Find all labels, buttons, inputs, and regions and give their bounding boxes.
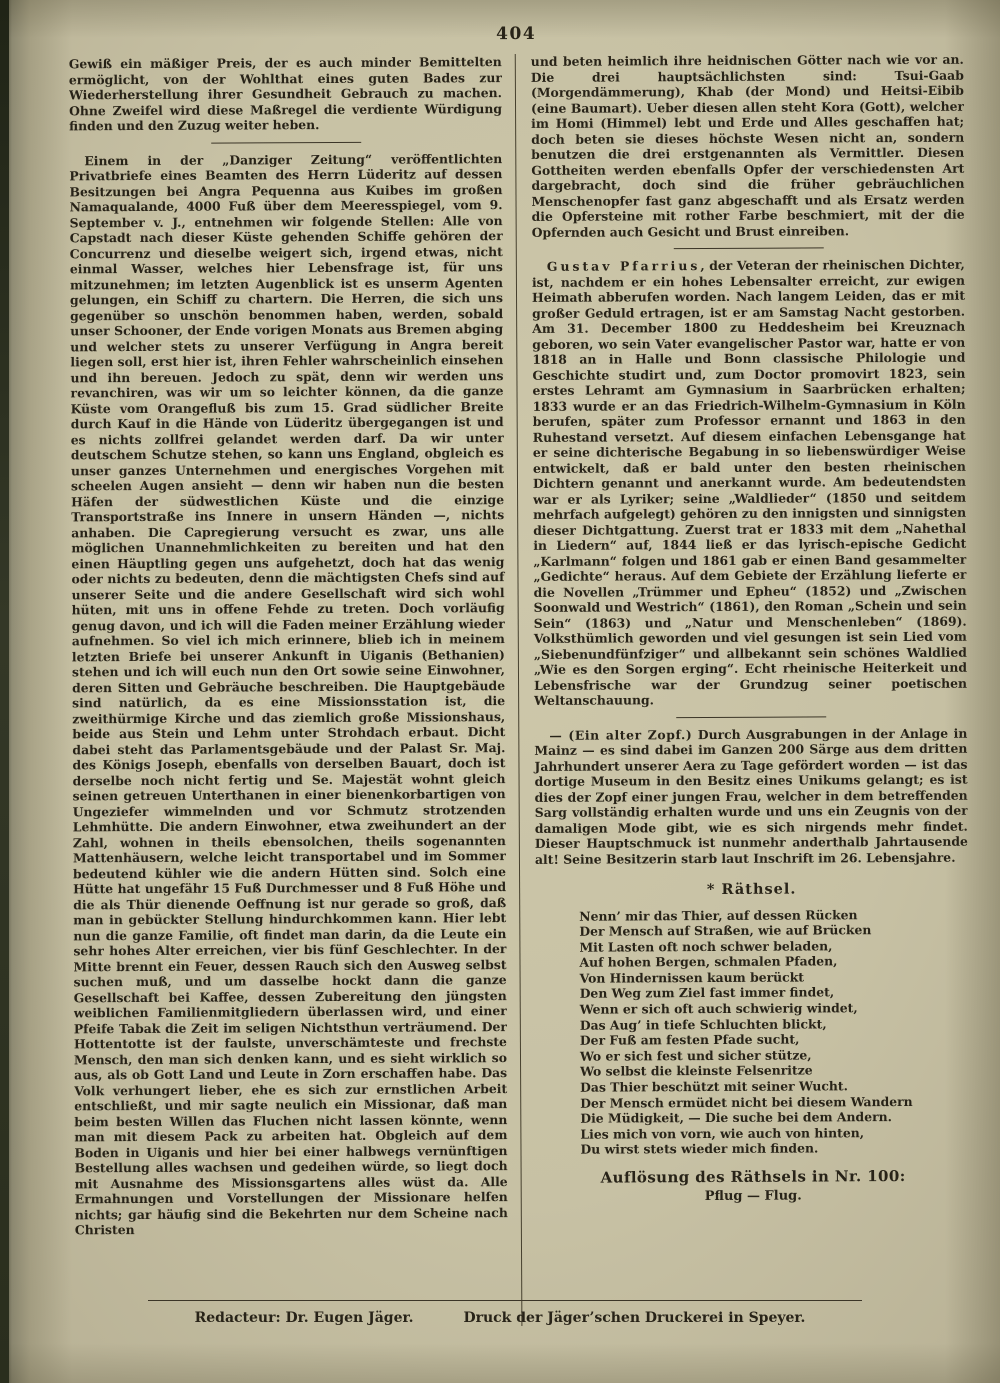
alter-zopf-notice: [534, 725, 968, 867]
danziger-zeitung-article: Einem in der „Danziger Zeitung“ veröffentlichten Privatbriefe eines Beamten des Herrn Lüderitz auf dessen Besitzungen bei Angra Pequenna aus Kuibes im großen Namaqualande, 4000 Fuß über dem Meeresspiegel, vom 9. September v. J., entnehmen wir folgende Stellen: Alle von Capstadt nach dieser Küste gehenden Schiffe gehören der Concurrenz und dieselbe weigert sich, irgend etwas, nicht einmal Wasser, welches hier Lebensfrage ist, für uns mitzunehmen; im letzten Augenblick ist es unserm Agenten gelungen, ein Schiff zu chartern. Die Herren, die sich uns gegenüber so unschön benommen haben, werden, sobald unser Schooner, der Ende vorigen Monats aus Bremen abging und welcher stets zu unserer Verfügung in Angra bereit liegen soll, erst hier ist, ihren Fehler wahrscheinlich einsehen und ihn bereuen. Jedoch zu spät, denn wir werden uns revanchiren, was wir um so leichter können, da die ganze Küste vom Orangefluß bis zum 15. Grad südlicher Breite durch Kauf in die Hände von Lüderitz übergegangen ist und es nichts zollfrei gelandet werden darf. Da wir unter deutschem Schutze stehen, so kann uns England, obgleich es unser ganzes Unternehmen und energisches Vorgehen mit scheelen Augen ansieht — denn wir haben nun die besten Häfen der südwestlichen Küste und die einzige Transportstraße ins Innere in unsern Händen —, nichts anhaben. Die Capregierung versucht es zwar, uns alle möglichen Unannehmlichkeiten zu bereiten und hat den einen Häuptling gegen uns aufgehetzt, doch hat das wenig oder nichts zu bedeuten, denn die mächtigsten Chefs sind auf unserer Seite und die andere Gesellschaft wird sich wohl hüten, mit uns in offene Fehde zu treten. Doch vorläufig genug davon, und ich will die Faden meiner Erzählung wieder aufnehmen. So viel ich mich erinnere, blieb ich in meinem letzten Briefe bei unserer Ankunft in Uiganis (Bethanien) stehen und ich will euch nun den Ort sowie seine Einwohner, deren Sitten und Gebräuche beschreiben. Die Hauptgebäude sind natürlich, da es eine Missionsstation ist, die zweithürmige Kirche und das ziemlich große Missionshaus, beide aus Stein und Lehm unter Strohdach erbaut. Dicht dabei steht das Parlamentsgebäude und der Palast Sr. Maj. des Königs Joseph, ebenfalls von derselben Bauart, doch ist derselbe noch nicht fertig und Se. Majestät wohnt gleich seinen getreuen Unterthanen in einer bienenkorbartigen von Ungeziefer wimmelnden und vor Schmutz strotzenden Lehmhütte. Die andern Einwohner, etwa zweihundert an der Zahl, wohnen in theils ebensolchen, theils sogenannten Mattenhäusern, welche leicht transportabel und im Sommer bedeutend kühler wie die andern Hütten sind. Solch eine Hütte hat ungefähr 15 Fuß Durchmesser und 8 Fuß Höhe und die als Thür dienende Oeffnung ist nur gerade so groß, daß man in gebückter Stellung hindurchkommen kann. Hier lebt nun die ganze Familie, oft findet man darin, da die Leute ein sehr hohes Alter erreichen, vier bis fünf Geschlechter. In der Mitte brennt ein Feuer, dessen Rauch sich den Ausweg selbst suchen muß, und um dasselbe hockt dann die ganze Gesellschaft bei Kaffee, dessen Zubereitung den jüngsten weiblichen Familienmitgliedern überlassen wird, und einer Pfeife Tabak die Zeit im seligen Nichtsthun verträumend. Der Hottentotte ist der faulste, unverschämteste und frechste Mensch, den man sich denken kann, und es sieht wirklich so aus, als ob Gott Land und Leute in Zorn erschaffen habe. Das Volk verhungert lieber, ehe es sich zur ernstlichen Arbeit entschließt, und mir sagte neulich ein Missionar, daß man beim besten Willen das Fluchen nicht lassen könnte, wenn man mit diesem Pack zu arbeiten hat. Obgleich auf dem Boden in Uiganis und hier bei einer halbwegs vernünftigen Bestellung alles wachsen und gedeihen würde, so liegt doch mit Ausnahme des Missionsgartens alles wüst da. Alle Ermahnungen und Vorstellungen der Missionare helfen nichts; gar häufig sind die Bekehrten nur dem Scheine nach Christen: [69, 150, 508, 1238]
riddle-line: Das Thier beschützt mit seiner Wucht.: [580, 1078, 848, 1095]
religion-continuation-paragraph: und beten heimlich ihre heidnischen Götter nach wie vor an. Die drei hauptsächlichsten sind: Tsui-Gaab (Morgendämmerung), Khab (der Mond) und Heitsi-Eibib (eine Baumart). Ueber diesen allen steht Kora (Gott), welcher im Homi (Himmel) lebt und Erde und Alles geschaffen hat; doch beten sie dieses höchste Wesen nicht an, sondern benutzen die drei erstgenannten als Vermittler. Diesen Gottheiten werden ebenfalls Opfer der verschiedensten Art dargebracht, doch sind die früher gebräuchlichen Menschenopfer fast ganz abgeschafft und als Ersatz werden die Opfersteine mit rother Farbe beschmiert, mit der die Opfernden auch Gesicht und Brust einreiben.: [530, 51, 965, 240]
left-column: [69, 54, 523, 1328]
section-separator: [673, 247, 823, 249]
zopf-text: Durch Ausgrabungen in der Anlage in Mainz — es sind dabei im Ganzen 200 Särge aus dem dritten Jahrhundert unserer Aera zu Tage gefördert worden — ist das dortige Museum in den Besitz eines Unikums gelangt; es ist dies der Zopf einer jungen Frau, welcher in dem betreffenden Sarg vollständig erhalten wurde und uns ein Zeugnis von der damaligen Mode gibt, wie es sich nirgends mehr findet. Dieser Hauptschmuck ist nunmehr anderthalb Jahrtausende alt! Seine Besitzerin starb laut Inschrift im 26. Lebensjahre.: [534, 725, 968, 867]
obituary-name: Gustav Pfarrius: [546, 258, 701, 274]
page-content: [69, 22, 971, 1329]
section-separator: [676, 716, 826, 718]
riddle-line: Die Müdigkeit, — Die suche bei dem Andern.: [580, 1109, 892, 1126]
riddle-line: Der Mensch ermüdet nicht bei diesem Wandern: [580, 1093, 913, 1111]
page-number: 404: [496, 23, 537, 45]
riddle-line: Mit Lasten oft noch schwer beladen,: [579, 938, 833, 955]
column-layout: [69, 52, 971, 1329]
footer: [0, 1310, 1000, 1326]
riddle-line: Den Weg zum Ziel fast immer findet,: [579, 984, 835, 1002]
riddle-line: Nenn’ mir das Thier, auf dessen Rücken: [579, 906, 858, 924]
obituary-text: , der Veteran der rheinischen Dichter, ist, nachdem er ein hohes Lebensalter erreicht, zur ewigen Heimath abberufen worden. Nach langem Leiden, das er mit großer Geduld ertragen, ist er am Samstag Nacht gestorben. Am 31. December 1800 zu Heddesheim bei Kreuznach geboren, wo sein Vater evangelischer Pastor war, hatte er von 1818 an in Halle und Bonn classische Philologie und Geschichte studirt und, zum Doctor promovirt 1823, sein erstes Lehramt am Gymnasium in Saarbrücken erhalten; 1833 wurde er an das Friedrich-Wilhelm-Gymnasium in Köln berufen, später zum Professor ernannt und 1863 in den Ruhestand versetzt. Auf diesem einfachen Lebensgange hat er seine dichterische Begabung in so liebenswürdiger Weise entwickelt, daß er bald unter den besten rheinischen Dichtern genannt und anerkannt wurde. Am bedeutendsten war er als Lyriker; seine „Waldlieder“ (1850 und seitdem mehrfach aufgelegt) gehören zu den innigsten und sinnigsten dieser Dichtgattung. Zuerst trat er 1833 mit dem „Nahethal in Liedern“ auf, 1844 ließ er das lyrisch-epische Gedicht „Karlmann“ folgen und 1861 gab er einen Band gesammelter „Gedichte“ heraus. Auf dem Gebiete der Erzählung lieferte er die Novellen „Trümmer und Epheu“ (1852) und „Zwischen Soonwald und Westrich“ (1861), den Roman „Schein und sein Sein“ (1863) und „Natur und Menschenleben“ (1869). Volksthümlich geworden und viel gesungen ist sein Lied vom „Siebenundfünfziger“ und allbekannt sein schönes Waldlied „Wie es den Sorgen erging“. Echt rheinische Heiterkeit und Lebensfrische war der Grundzug seiner poetischen Weltanschauung.: [531, 256, 968, 708]
riddle-line: Wo er sich fest und sicher stütze,: [579, 1047, 812, 1064]
printer-credit: Druck der Jäger’schen Druckerei in Speyer.: [463, 1310, 806, 1326]
redacteur-credit: Redacteur: Dr. Eugen Jäger.: [194, 1310, 414, 1326]
zopf-lead: — (Ein alter Zopf.): [549, 726, 693, 743]
riddle-line: Lies mich von vorn, wie auch von hinten,: [580, 1125, 865, 1142]
right-column: [516, 52, 971, 1326]
scan-left-edge: [0, 0, 9, 1383]
footer-rule: [148, 1300, 862, 1301]
riddle-line: Wo selbst die kleinste Felsenritze: [580, 1062, 813, 1080]
riddle-poem: [579, 906, 969, 1158]
riddle-line: Das Aug’ in tiefe Schluchten blickt,: [579, 1016, 827, 1033]
riddle-line: Von Hindernissen kaum berückt: [579, 969, 805, 986]
riddle-title: * Räthsel.: [706, 880, 797, 899]
riddle-line: Du wirst stets wieder mich finden.: [580, 1140, 819, 1158]
section-separator: [211, 141, 361, 143]
intro-continuation-paragraph: Gewiß ein mäßiger Preis, der es auch minder Bemittelten ermöglicht, von der Wohlthat eines guten Bades zur Wiederherstellung ihrer Gesundheit Gebrauch zu machen. Ohne Zweifel wird diese Maßregel die verdiente Würdigung finden und den Zuzug weiter heben.: [68, 54, 503, 134]
riddle-solution: Pflug — Flug.: [704, 1188, 802, 1204]
riddle-line: Der Mensch auf Straßen, wie auf Brücken: [579, 922, 872, 939]
riddle-line: Wenn er sich oft auch schwierig windet,: [579, 1000, 858, 1017]
riddle-solution-heading: Auflösung des Räthsels in Nr. 100:: [600, 1166, 906, 1187]
riddle-line: Auf hohen Bergen, schmalen Pfaden,: [579, 953, 838, 970]
pfarrius-obituary: [532, 257, 967, 709]
riddle-line: Der Fuß am festen Pfade sucht,: [579, 1031, 800, 1048]
